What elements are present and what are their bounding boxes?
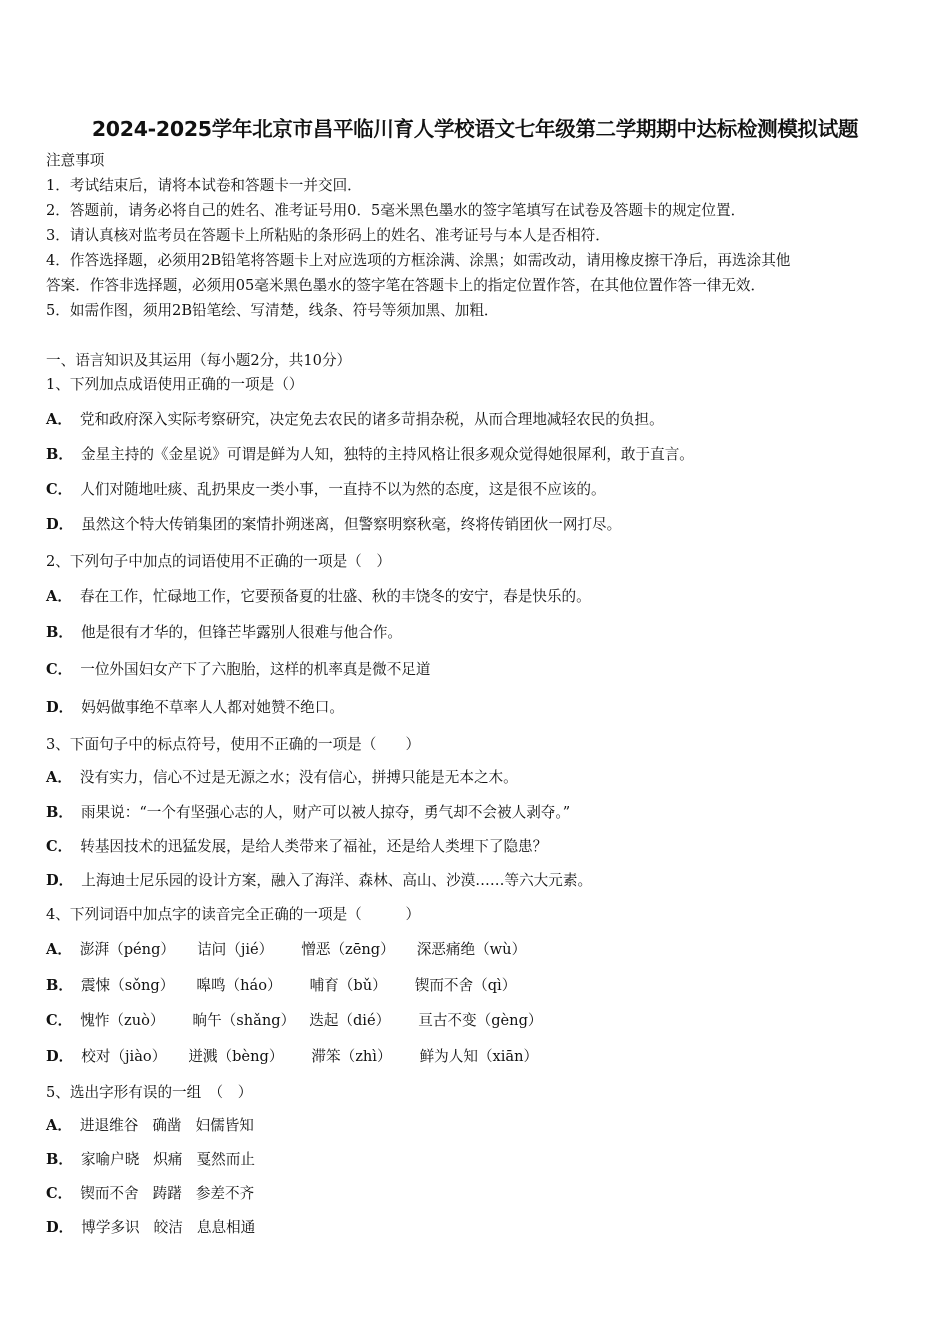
option-word: 博学多识 [81, 1219, 140, 1236]
option-3b [46, 803, 570, 823]
option-word: 炽痛 [153, 1151, 183, 1168]
option-word: 滞笨（zhì） [311, 1048, 392, 1065]
option-text: 春在工作，忙碌地工作，它要预备夏的壮盛、秋的丰饶冬的安宁，春是快乐的。 [79, 588, 591, 605]
option-word: 戛然而止 [196, 1151, 255, 1168]
question-stem-3: 3、下面句子中的标点符号，使用不正确的一项是（ ） [46, 736, 421, 753]
option-word: 参差不齐 [195, 1185, 255, 1202]
option-key: C． [46, 661, 73, 678]
notice-item: 1．考试结束后，请将本试卷和答题卡一并交回． [46, 177, 362, 194]
option-word: 愧怍（zuò） [80, 1012, 165, 1029]
option-key: C． [46, 838, 73, 855]
notice-item: 4．作答选择题，必须用2B铅笔将答题卡上对应选项的方框涂满、涂黑；如需改动，请用橡皮擦干净后，再选涂其他 [46, 252, 791, 269]
option-3c [46, 837, 547, 857]
option-key: D． [46, 516, 74, 533]
option-key: A． [46, 1117, 72, 1134]
option-text: 雨果说：“一个有坚强心志的人，财产可以被人掠夺，勇气却不会被人剥夺。” [80, 804, 571, 821]
option-4c [46, 1011, 543, 1031]
option-word: 踌躇 [152, 1185, 182, 1202]
option-word: 亘古不变（gèng） [418, 1012, 543, 1029]
option-2a [46, 587, 591, 607]
option-word: 确凿 [152, 1117, 182, 1134]
option-word: 憎恶（zēng） [301, 941, 395, 958]
option-key: B． [46, 1151, 73, 1168]
option-word: 校对（jiào） [81, 1048, 167, 1065]
option-3d [46, 871, 592, 891]
option-key: D． [46, 872, 74, 889]
option-text: 虽然这个特大传销集团的案情扑朔迷离，但警察明察秋毫，终将传销团伙一网打尽。 [81, 516, 622, 533]
option-word: 妇儒皆知 [195, 1117, 254, 1134]
notice-item: 3．请认真核对监考员在答题卡上所粘贴的条形码上的姓名、准考证号与本人是否相符． [46, 227, 610, 244]
option-5c [46, 1184, 254, 1204]
notice-heading: 注意事项 [46, 152, 105, 169]
option-key: D． [46, 699, 74, 716]
option-word: 皎洁 [153, 1219, 183, 1236]
option-1d [46, 515, 621, 535]
option-word: 家喻户晓 [80, 1151, 140, 1168]
option-word: 迸溅（bèng） [188, 1048, 284, 1065]
option-word: 迭起（dié） [309, 1012, 391, 1029]
option-text: 转基因技术的迅猛发展，是给人类带来了福祉，还是给人类埋下了隐患？ [80, 838, 548, 855]
option-word: 锲而不舍 [80, 1185, 139, 1202]
option-key: B． [46, 977, 73, 994]
question-stem-4: 4、下列词语中加点字的读音完全正确的一项是（ ） [46, 906, 421, 923]
option-4d [46, 1047, 538, 1067]
option-4a [46, 940, 526, 960]
option-word: 息息相通 [196, 1219, 256, 1236]
option-word: 进退维谷 [79, 1117, 139, 1134]
option-key: D． [46, 1048, 74, 1065]
option-text: 妈妈做事绝不草率人人都对她赞不绝口。 [81, 699, 344, 716]
option-word: 哺育（bǔ） [309, 977, 387, 994]
option-5a [46, 1116, 254, 1136]
option-text: 一位外国妇女产下了六胞胎，这样的机率真是微不足道 [80, 661, 431, 678]
page-title: 2024-2025学年北京市昌平临川育人学校语文七年级第二学期期中达标检测模拟试题 [91, 117, 859, 141]
option-2b [46, 623, 402, 643]
option-word: 嗥鸣（háo） [196, 977, 282, 994]
option-text: 党和政府深入实际考察研究，决定免去农民的诸多苛捐杂税，从而合理地减轻农民的负担。 [79, 411, 664, 428]
option-text: 人们对随地吐痰、乱扔果皮一类小事，一直持不以为然的态度，这是很不应该的。 [80, 481, 606, 498]
option-1c [46, 480, 606, 500]
option-key: C． [46, 481, 73, 498]
option-word: 诘问（jié） [197, 941, 274, 958]
option-word: 深恶痛绝（wù） [416, 941, 527, 958]
option-text: 没有实力，信心不过是无源之水；没有信心，拼搏只能是无本之木。 [79, 769, 518, 786]
option-2c [46, 660, 430, 680]
option-word: 澎湃（péng） [79, 941, 176, 958]
question-stem-2: 2、下列句子中加点的词语使用不正确的一项是（ ） [46, 553, 391, 570]
option-2d [46, 698, 344, 718]
option-5b [46, 1150, 255, 1170]
option-word: 鲜为人知（xiān） [419, 1048, 539, 1065]
option-key: B． [46, 624, 73, 641]
option-key: A． [46, 411, 72, 428]
notice-item: 5．如需作图，须用2B铅笔绘、写清楚，线条、符号等须加黑、加粗． [46, 302, 499, 319]
option-word: 晌午（shǎng） [192, 1012, 296, 1029]
option-text: 金星主持的《金星说》可谓是鲜为人知，独特的主持风格让很多观众觉得她很犀利，敢于直言。 [80, 446, 694, 463]
option-1b [46, 445, 694, 465]
option-key: C． [46, 1185, 73, 1202]
option-text: 上海迪士尼乐园的设计方案，融入了海洋、森林、高山、沙漠……等六大元素。 [81, 872, 593, 889]
option-key: B． [46, 446, 73, 463]
question-stem-5: 5、选出字形有误的一组 （ ） [46, 1084, 253, 1101]
option-5d [46, 1218, 255, 1238]
option-4b [46, 976, 516, 996]
question-stem-1: 1、下列加点成语使用正确的一项是（） [46, 376, 304, 393]
option-key: C． [46, 1012, 73, 1029]
notice-item: 答案．作答非选择题，必须用05毫米黑色墨水的签字笔在答题卡上的指定位置作答，在其他位置作答一律无效． [46, 277, 766, 294]
option-word: 震悚（sǒng） [80, 977, 175, 994]
option-1a [46, 410, 664, 430]
section-heading: 一、语言知识及其运用（每小题2分，共10分） [46, 352, 352, 369]
option-3a [46, 768, 518, 788]
option-key: A． [46, 769, 72, 786]
option-word: 锲而不舍（qì） [414, 977, 517, 994]
option-key: D． [46, 1219, 74, 1236]
option-text: 他是很有才华的，但锋芒毕露别人很难与他合作。 [80, 624, 403, 641]
option-key: A． [46, 588, 72, 605]
option-key: A． [46, 941, 72, 958]
option-key: B． [46, 804, 73, 821]
notice-item: 2．答题前，请务必将自己的姓名、准考证号用0．5毫米黑色墨水的签字笔填写在试卷及答题卡的规定位置． [46, 202, 746, 219]
